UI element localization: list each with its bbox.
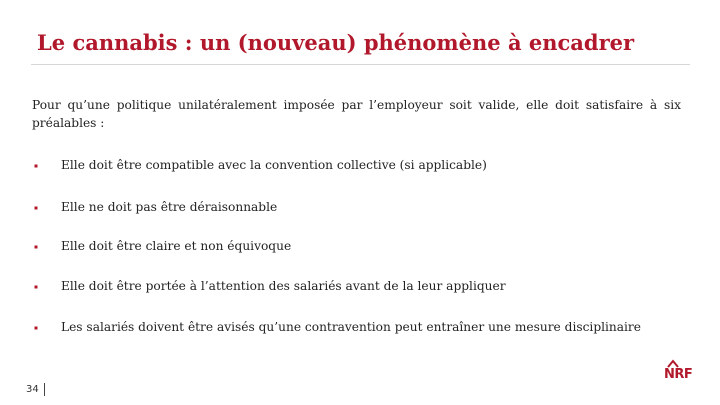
logo-text: NRF (664, 367, 693, 382)
title-divider (31, 64, 690, 65)
bullet-marker-icon (35, 326, 38, 329)
bullet-text: Elle doit être portée à l’attention des salariés avant de la leur appliquer (61, 279, 506, 293)
bullet-text: Elle doit être compatible avec la convention collective (si applicable) (61, 158, 487, 172)
bullet-item (30, 278, 506, 294)
bullet-item (30, 157, 487, 173)
bullet-text: Elle doit être claire et non équivoque (61, 239, 292, 253)
intro-paragraph: Pour qu’une politique unilatéralement imposée par l’employeur soit valide, elle doit satisfaire à six préalables : (32, 98, 681, 130)
page-number: 34 (26, 384, 39, 395)
bullet-item (30, 238, 291, 254)
page-number-divider (44, 383, 45, 396)
bullet-marker-icon (35, 206, 38, 209)
bullet-text: Les salariés doivent être avisés qu’une contravention peut entraîner une mesure disciplinaire (61, 320, 641, 334)
bullet-item (30, 319, 641, 335)
bullet-text: Elle ne doit pas être déraisonnable (61, 200, 278, 214)
bullet-item (30, 199, 277, 215)
bullet-marker-icon (35, 285, 38, 288)
slide-title: Le cannabis : un (nouveau) phénomène à encadrer (37, 30, 635, 55)
bullet-marker-icon (35, 164, 38, 167)
bullet-marker-icon (35, 245, 38, 248)
